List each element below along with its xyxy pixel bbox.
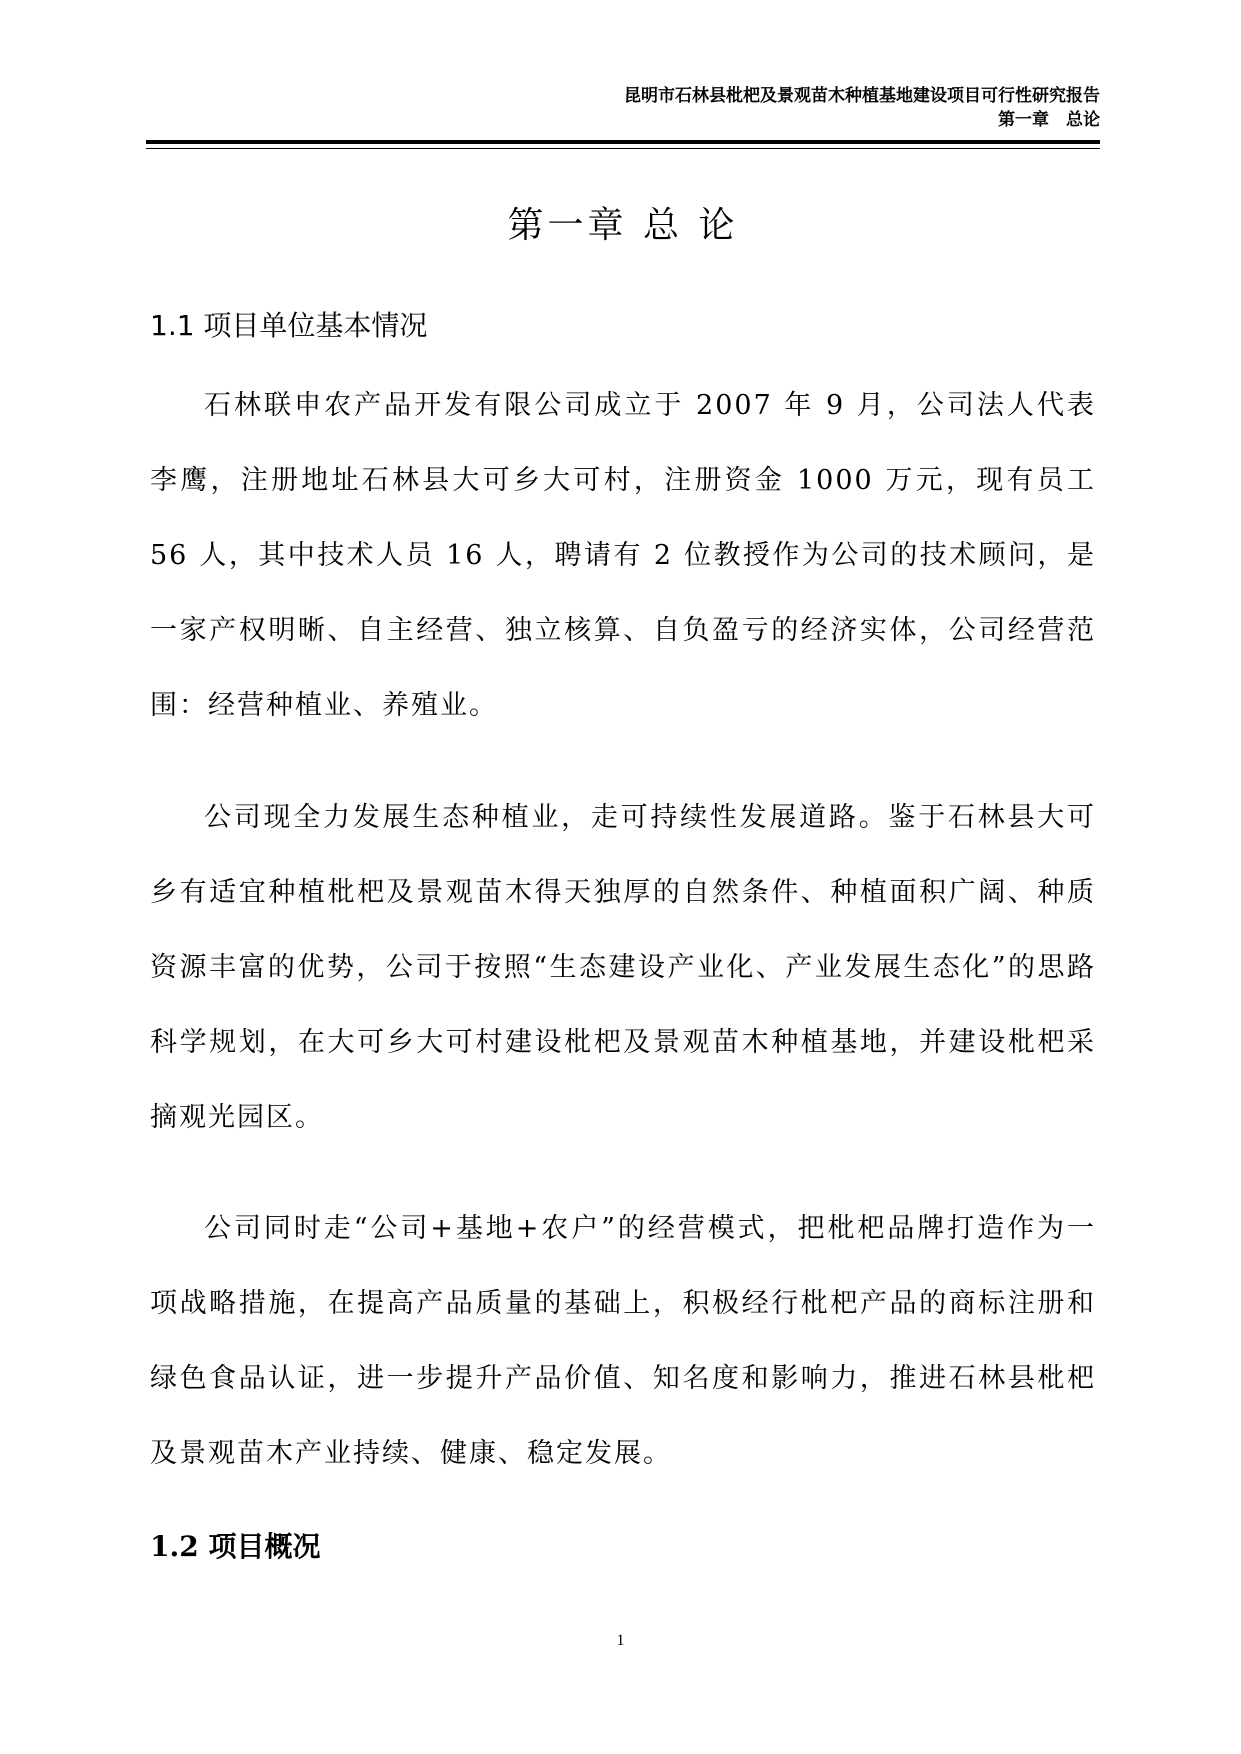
report-title: 昆明市石林县枇杷及景观苗木种植基地建设项目可行性研究报告 bbox=[624, 86, 1100, 106]
header-rule bbox=[146, 140, 1100, 144]
chapter-title: 第一章 总 论 bbox=[507, 205, 739, 246]
section-heading-1-2: 1.2 项目概况 bbox=[150, 1530, 321, 1563]
paragraph-3: 公司同时走“公司+基地+农户”的经营模式，把枇杷品牌打造作为一项战略措施，在提高产品质量的基础上，积极经行枇杷产品的商标注册和绿色食品认证，进一步提升产品价值、知名度和影响力，推进石林县枇杷及景观苗木产业持续、健康、稳定发展。 bbox=[150, 1213, 1096, 1469]
header-rule-thin bbox=[146, 148, 1100, 149]
page-number: 1 bbox=[616, 1632, 625, 1649]
paragraph-2: 公司现全力发展生态种植业，走可持续性发展道路。鉴于石林县大可乡有适宜种植枇杷及景观苗木得天独厚的自然条件、种植面积广阔、种质资源丰富的优势，公司于按照“生态建设产业化、产业发展生态化”的思路科学规划，在大可乡大可村建设枇杷及景观苗木种植基地，并建设枇杷采摘观光园区。 bbox=[150, 802, 1096, 1133]
paragraph-1: 石林联申农产品开发有限公司成立于 2007 年 9 月，公司法人代表李鹰，注册地址石林县大可乡大可村，注册资金 1000 万元，现有员工 56 人，其中技术人员 16 人，聘请有 2 位教授作为公司的技术顾问，是一家产权明晰、自主经营、独立核算、自负盈亏的经济实体，公司经营范围：经营种植业、养殖业。 bbox=[150, 390, 1096, 721]
chapter-label: 第一章 总论 bbox=[998, 110, 1100, 130]
section-heading-1-1: 1.1 项目单位基本情况 bbox=[150, 309, 428, 342]
running-header bbox=[146, 84, 1100, 132]
